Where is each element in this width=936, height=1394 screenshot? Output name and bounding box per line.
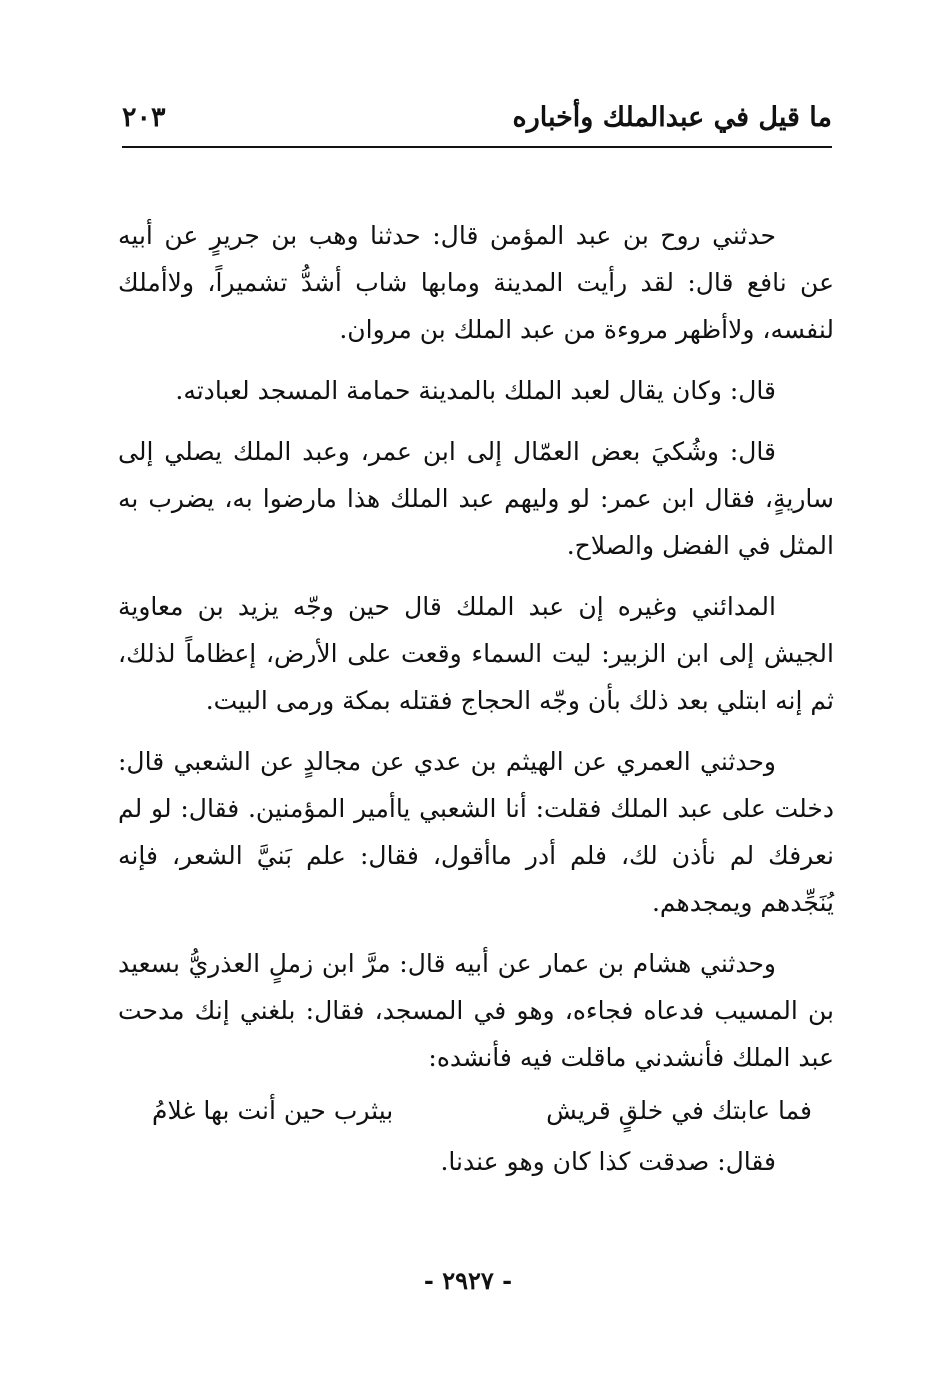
running-header [122,96,832,148]
paragraph-3: قال: وشُكيَ بعض العمّال إلى ابن عمر، وعبد الملك يصلي إلى ساريةٍ، فقال ابن عمر: لو وليهم عبد الملك هذا مارضوا به، يضرب به المثل في الفضل والصلاح. [118,437,834,560]
paragraph-1: حدثني روح بن عبد المؤمن قال: حدثنا وهب بن جريرٍ عن أبيه عن نافع قال: لقد رأيت المدينة ومابها شاب أشدُّ تشميراً، ولاأملك لنفسه، ولاأظهر مروءة من عبد الملك بن مروان. [118,221,834,344]
chapter-title: ما قيل في عبدالملك وأخباره [512,102,832,133]
paragraph-6: وحدثني هشام بن عمار عن أبيه قال: مرَّ ابن زملٍ العذريُّ بسعيد بن المسيب فدعاه فجاءه، وهو في المسجد، فقال: بلغني إنك مدحت عبد الملك فأنشدني ماقلت فيه فأنشده: [118,949,834,1072]
poem-verse [152,1087,812,1134]
paragraph-2: قال: وكان يقال لعبد الملك بالمدينة حمامة المسجد لعبادته. [175,376,776,405]
verse-second-hemistich: بيثرب حين أنت بها غلامُ [152,1096,394,1125]
verse-first-hemistich: فما عابتك في خلقٍ قريش [546,1096,812,1125]
paragraph-4: المدائني وغيره إن عبد الملك قال حين وجّه يزيد بن معاوية الجيش إلى ابن الزبير: ليت السماء وقعت على الأرض، إعظاماً لذلك، ثم إنه ابتلي بعد ذلك بأن وجّه الحجاج فقتله بمكة ورمى البيت. [118,592,834,715]
main-text [118,212,834,1185]
page-number: ٢٠٣ [122,102,166,133]
closing-line: فقال: صدقت كذا كان وهو عندنا. [440,1147,776,1176]
folio-number: - ٢٩٢٧ - [423,1266,513,1295]
paragraph-5: وحدثني العمري عن الهيثم بن عدي عن مجالدٍ عن الشعبي قال: دخلت على عبد الملك فقلت: أنا الشعبي ياأمير المؤمنين. فقال: لو لم نعرفك لم نأذن لك، فلم أدر ماأقول، فقال: علم بَنيَّ الشعر، فإنه يُنَجِّدهم ويمجدهم. [118,747,834,917]
